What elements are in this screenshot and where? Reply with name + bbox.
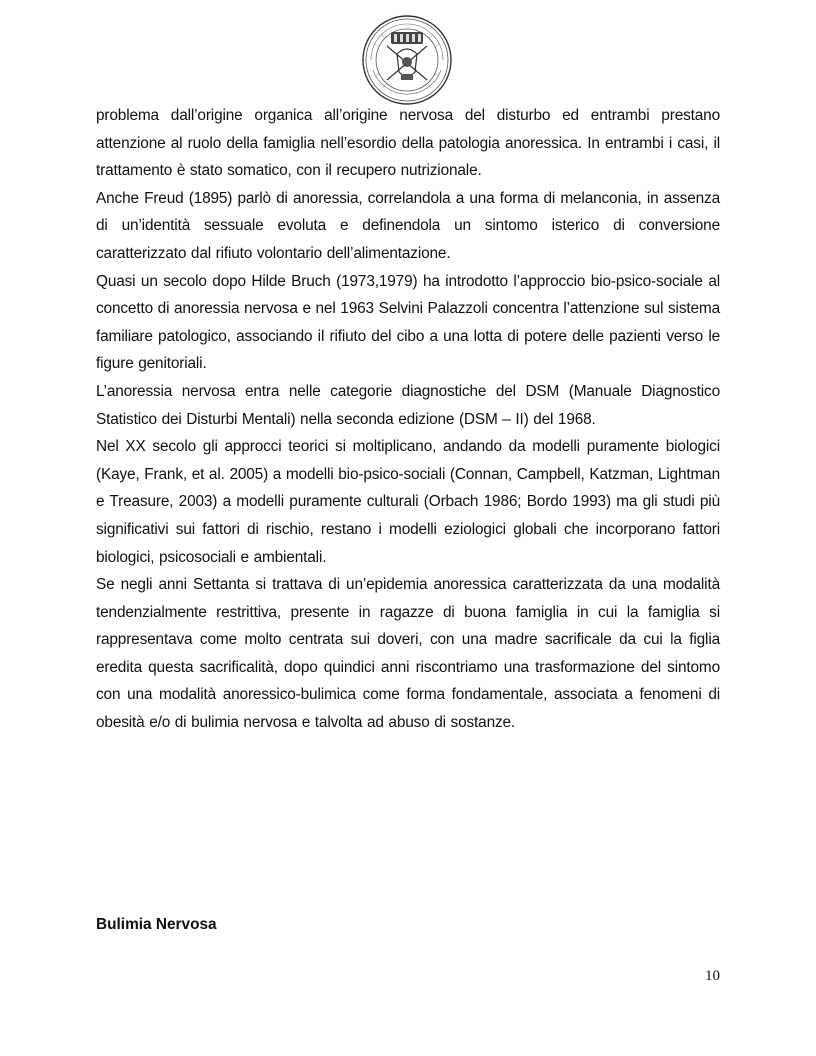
paragraph: Se negli anni Settanta si trattava di un’epidemia anoressica caratterizzata da una modalità tendenzialmente restrittiva, presente in ragazze di buona famiglia in cui la famiglia si rappresentava come molto centrata sui doveri, con una madre sacrificale da cui la figlia eredita questa sacrificalità, dopo quindici anni riscontriamo una trasformazione del sintomo con una modalità anoressico-bulimica come forma fondamentale, associata a fenomeni di obesità e/o di bulimia nervosa e talvolta ad abuso di sostanze.	[96, 576, 720, 732]
document-body	[96, 102, 720, 737]
university-seal-icon	[361, 14, 453, 106]
paragraph: L’anoressia nervosa entra nelle categorie diagnostiche del DSM (Manuale Diagnostico Statistico dei Disturbi Mentali) nella seconda edizione (DSM – II) del 1968.	[96, 382, 720, 428]
paragraph: Quasi un secolo dopo Hilde Bruch (1973,1979) ha introdotto l’approccio bio-psico-sociale al concetto di anoressia nervosa e nel 1963 Selvini Palazzoli concentra l’attenzione sul sistema familiare patologico, associando il rifiuto del cibo a una lotta di potere delle pazienti verso le figure genitoriali.	[96, 272, 720, 373]
paragraph: Anche Freud (1895) parlò di anoressia, correlandola a una forma di melanconia, in assenza di un’identità sessuale evoluta e definendola un sintomo isterico di conversione caratterizzato dal rifiuto volontario dell’alimentazione.	[96, 189, 720, 262]
page-number: 10	[705, 968, 720, 984]
paragraph: problema dall’origine organica all’origine nervosa del disturbo ed entrambi prestano attenzione al ruolo della famiglia nell’esordio della patologia anoressica. In entrambi i casi, il trattamento è stato somatico, con il recupero nutrizionale.	[96, 107, 720, 180]
paragraph: Nel XX secolo gli approcci teorici si moltiplicano, andando da modelli puramente biologici (Kaye, Frank, et al. 2005) a modelli bio-psico-sociali (Connan, Campbell, Katzman, Lightman e Treasure, 2003) a modelli puramente culturali (Orbach 1986; Bordo 1993) ma gli studi più significativi sui fattori di rischio, restano i modelli eziologici globali che incorporano fattori biologici, psicosociali e ambientali.	[96, 438, 720, 566]
section-heading: Bulimia Nervosa	[96, 916, 217, 933]
